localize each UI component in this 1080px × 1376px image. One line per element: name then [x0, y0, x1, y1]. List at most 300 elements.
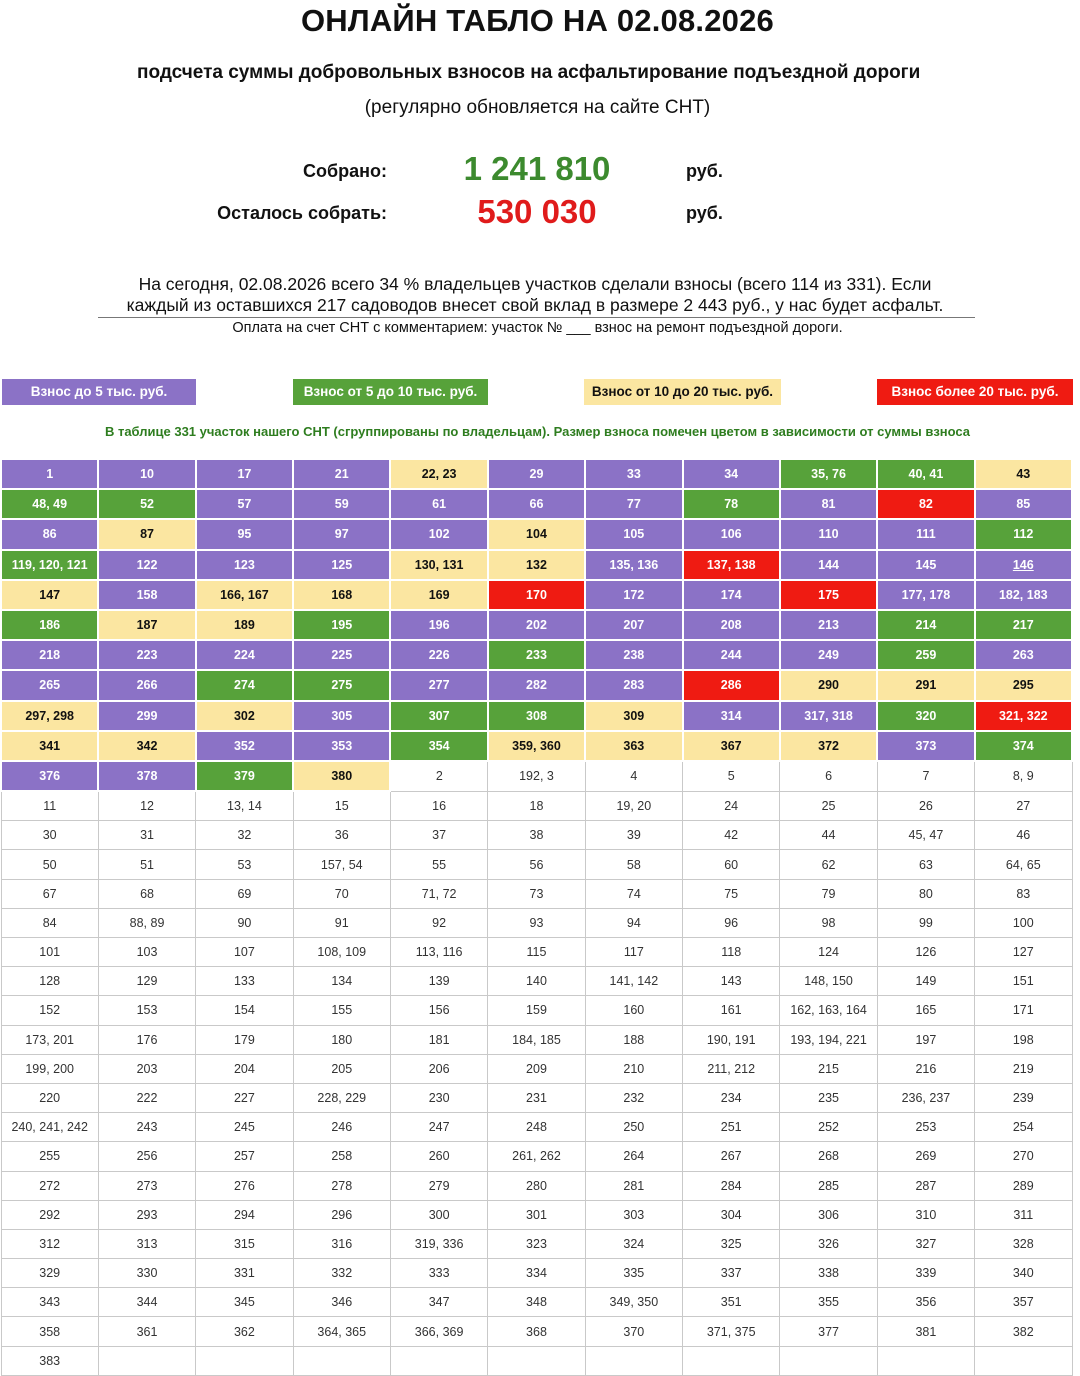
plot-cell: 239	[975, 1083, 1072, 1112]
plot-cell: 234	[683, 1083, 780, 1112]
plot-cell: 40, 41	[877, 459, 974, 489]
plot-cell: 118	[683, 938, 780, 967]
table-row	[1, 489, 1072, 519]
plot-cell: 154	[196, 996, 293, 1025]
plot-cell: 122	[98, 550, 195, 580]
plot-cell: 174	[683, 580, 780, 610]
plot-cell: 219	[975, 1054, 1072, 1083]
plot-cell: 310	[877, 1200, 974, 1229]
table-row	[1, 701, 1072, 731]
plot-cell: 199, 200	[1, 1054, 98, 1083]
plot-cell: 115	[488, 938, 585, 967]
table-row	[1, 1054, 1072, 1083]
plot-cell: 87	[98, 519, 195, 549]
collected-currency: руб.	[686, 161, 723, 181]
plot-cell: 261, 262	[488, 1142, 585, 1171]
plot-cell: 357	[975, 1288, 1072, 1317]
plot-cell: 345	[196, 1288, 293, 1317]
plot-cell: 381	[877, 1317, 974, 1346]
plot-cell: 254	[975, 1113, 1072, 1142]
plot-cell: 274	[196, 670, 293, 700]
plot-cell: 266	[98, 670, 195, 700]
plot-cell: 215	[780, 1054, 877, 1083]
plot-cell: 179	[196, 1025, 293, 1054]
plot-cell: 100	[975, 908, 1072, 937]
plot-cell: 283	[585, 670, 682, 700]
status-line-2: каждый из оставшихся 217 садоводов внесет свой вклад в размере 2 443 руб., у нас будет асфальт.	[126, 295, 944, 315]
plot-cell	[196, 1346, 293, 1375]
table-row	[1, 1229, 1072, 1258]
plot-cell: 158	[98, 580, 195, 610]
plot-cell: 82	[877, 489, 974, 519]
plot-cell	[975, 1346, 1072, 1375]
table-row	[1, 996, 1072, 1025]
table-row	[1, 761, 1072, 791]
plot-cell: 15	[293, 791, 390, 821]
plot-cell: 323	[488, 1229, 585, 1258]
table-row	[1, 1200, 1072, 1229]
table-row	[1, 580, 1072, 610]
plot-cell	[877, 1346, 974, 1375]
plot-cell: 62	[780, 850, 877, 879]
plot-cell: 18	[488, 791, 585, 821]
plot-cell: 307	[390, 701, 487, 731]
plot-cell: 32	[196, 821, 293, 850]
table-row	[1, 908, 1072, 937]
plot-cell: 143	[683, 967, 780, 996]
plot-cell: 313	[98, 1229, 195, 1258]
plot-cell: 383	[1, 1346, 98, 1375]
plot-cell: 160	[585, 996, 682, 1025]
plot-cell: 284	[683, 1171, 780, 1200]
plot-cell: 263	[975, 640, 1072, 670]
plot-cell: 235	[780, 1083, 877, 1112]
plot-cell: 269	[877, 1142, 974, 1171]
plot-cell: 133	[196, 967, 293, 996]
plot-cell: 268	[780, 1142, 877, 1171]
plot-cell: 91	[293, 908, 390, 937]
table-row	[1, 1259, 1072, 1288]
plot-cell: 236, 237	[877, 1083, 974, 1112]
plots-table	[0, 458, 1073, 1376]
table-row	[1, 459, 1072, 489]
plot-cell: 291	[877, 670, 974, 700]
plot-cell: 231	[488, 1083, 585, 1112]
page-title: ОНЛАЙН ТАБЛО НА 02.08.2026	[300, 3, 774, 38]
plot-cell: 35, 76	[780, 459, 877, 489]
plot-cell: 106	[683, 519, 780, 549]
plot-cell: 338	[780, 1259, 877, 1288]
plot-cell: 230	[390, 1083, 487, 1112]
plot-cell: 88, 89	[98, 908, 195, 937]
plot-cell: 135, 136	[585, 550, 682, 580]
plot-cell: 211, 212	[683, 1054, 780, 1083]
plot-cell: 126	[877, 938, 974, 967]
plot-cell: 19, 20	[585, 791, 682, 821]
legend-5k-10k: Взнос от 5 до 10 тыс. руб.	[293, 379, 488, 405]
table-row	[1, 640, 1072, 670]
plot-cell: 25	[780, 791, 877, 821]
plot-cell: 371, 375	[683, 1317, 780, 1346]
plot-cell: 85	[975, 489, 1072, 519]
plot-cell: 119, 120, 121	[1, 550, 98, 580]
plot-cell: 169	[390, 580, 487, 610]
collected-label: Собрано:	[303, 161, 387, 181]
plot-cell: 362	[196, 1317, 293, 1346]
plot-cell: 125	[293, 550, 390, 580]
plot-cell: 296	[293, 1200, 390, 1229]
plot-cell: 315	[196, 1229, 293, 1258]
plot-cell: 364, 365	[293, 1317, 390, 1346]
plot-cell: 113, 116	[390, 938, 487, 967]
plot-cell: 382	[975, 1317, 1072, 1346]
plot-cell: 253	[877, 1113, 974, 1142]
plot-cell: 304	[683, 1200, 780, 1229]
plot-cell: 289	[975, 1171, 1072, 1200]
plot-cell: 11	[1, 791, 98, 821]
table-row	[1, 1288, 1072, 1317]
plot-cell: 280	[488, 1171, 585, 1200]
plot-cell: 123	[196, 550, 293, 580]
plot-cell: 282	[488, 670, 585, 700]
plot-cell: 334	[488, 1259, 585, 1288]
plot-cell: 264	[585, 1142, 682, 1171]
plot-cell: 97	[293, 519, 390, 549]
plot-cell: 258	[293, 1142, 390, 1171]
plot-cell: 257	[196, 1142, 293, 1171]
plot-cell: 110	[780, 519, 877, 549]
plot-cell: 195	[293, 610, 390, 640]
plot-cell: 341	[1, 731, 98, 761]
plot-cell: 286	[683, 670, 780, 700]
plot-cell: 368	[488, 1317, 585, 1346]
plot-cell	[780, 1346, 877, 1375]
plot-cell: 33	[585, 459, 682, 489]
status-summary	[95, 274, 975, 316]
plot-cell: 292	[1, 1200, 98, 1229]
plot-cell: 347	[390, 1288, 487, 1317]
plot-cell: 168	[293, 580, 390, 610]
plot-cell: 155	[293, 996, 390, 1025]
plot-cell: 210	[585, 1054, 682, 1083]
table-row	[1, 791, 1072, 821]
plot-cell: 162, 163, 164	[780, 996, 877, 1025]
plot-cell: 171	[975, 996, 1072, 1025]
plot-cell: 55	[390, 850, 487, 879]
plot-cell: 70	[293, 879, 390, 908]
plot-cell: 321, 322	[975, 701, 1072, 731]
plot-cell: 86	[1, 519, 98, 549]
plot-cell: 244	[683, 640, 780, 670]
plot-cell	[293, 1346, 390, 1375]
plot-cell: 149	[877, 967, 974, 996]
plot-cell: 192, 3	[488, 761, 585, 791]
plot-cell: 217	[975, 610, 1072, 640]
plot-cell: 79	[780, 879, 877, 908]
plot-cell: 6	[780, 761, 877, 791]
plot-cell: 354	[390, 731, 487, 761]
plot-cell: 319, 336	[390, 1229, 487, 1258]
plot-cell: 209	[488, 1054, 585, 1083]
plot-cell: 300	[390, 1200, 487, 1229]
plot-cell: 151	[975, 967, 1072, 996]
table-row	[1, 938, 1072, 967]
plot-cell: 73	[488, 879, 585, 908]
plot-cell: 141, 142	[585, 967, 682, 996]
plot-cell: 374	[975, 731, 1072, 761]
plot-cell: 124	[780, 938, 877, 967]
plot-cell: 238	[585, 640, 682, 670]
plot-cell: 30	[1, 821, 98, 850]
plot-cell: 225	[293, 640, 390, 670]
plot-cell: 259	[877, 640, 974, 670]
plot-cell: 344	[98, 1288, 195, 1317]
plot-cell: 332	[293, 1259, 390, 1288]
plot-cell: 93	[488, 908, 585, 937]
plot-cell: 156	[390, 996, 487, 1025]
plot-cell: 13, 14	[196, 791, 293, 821]
plot-cell: 64, 65	[975, 850, 1072, 879]
plot-cell: 260	[390, 1142, 487, 1171]
plot-cell: 202	[488, 610, 585, 640]
plot-cell: 272	[1, 1171, 98, 1200]
plot-cell: 207	[585, 610, 682, 640]
plot-cell: 367	[683, 731, 780, 761]
plot-cell: 31	[98, 821, 195, 850]
plot-cell: 16	[390, 791, 487, 821]
plot-cell: 203	[98, 1054, 195, 1083]
collected-amount: 1 241 810	[463, 150, 611, 187]
plot-cell: 193, 194, 221	[780, 1025, 877, 1054]
plot-cell: 247	[390, 1113, 487, 1142]
plot-cell: 329	[1, 1259, 98, 1288]
plot-cell: 314	[683, 701, 780, 731]
plot-cell	[683, 1346, 780, 1375]
plot-cell: 226	[390, 640, 487, 670]
plot-cell: 378	[98, 761, 195, 791]
plot-cell: 177, 178	[877, 580, 974, 610]
plot-cell: 153	[98, 996, 195, 1025]
plot-cell: 276	[196, 1171, 293, 1200]
plot-cell: 81	[780, 489, 877, 519]
plot-cell: 37	[390, 821, 487, 850]
plot-cell: 267	[683, 1142, 780, 1171]
plot-cell: 251	[683, 1113, 780, 1142]
table-row	[1, 821, 1072, 850]
plot-cell: 22, 23	[390, 459, 487, 489]
plot-cell: 290	[780, 670, 877, 700]
table-row	[1, 1171, 1072, 1200]
plot-cell: 84	[1, 908, 98, 937]
plot-cell: 10	[98, 459, 195, 489]
legend-over-20k: Взнос более 20 тыс. руб.	[877, 379, 1073, 405]
plot-cell: 26	[877, 791, 974, 821]
remaining-label: Осталось собрать:	[217, 203, 387, 223]
plot-cell: 214	[877, 610, 974, 640]
plot-cell: 252	[780, 1113, 877, 1142]
plot-cell: 218	[1, 640, 98, 670]
plot-cell: 370	[585, 1317, 682, 1346]
plot-cell: 249	[780, 640, 877, 670]
plot-cell: 130, 131	[390, 550, 487, 580]
plot-cell: 80	[877, 879, 974, 908]
plot-cell: 108, 109	[293, 938, 390, 967]
plot-cell: 134	[293, 967, 390, 996]
table-row	[1, 1083, 1072, 1112]
table-row	[1, 967, 1072, 996]
plot-cell: 366, 369	[390, 1317, 487, 1346]
plot-cell: 152	[1, 996, 98, 1025]
legend-under-5k: Взнос до 5 тыс. руб.	[2, 379, 196, 405]
plot-cell: 139	[390, 967, 487, 996]
plot-cell: 380	[293, 761, 390, 791]
plot-cell: 213	[780, 610, 877, 640]
remaining-currency: руб.	[686, 203, 723, 223]
plot-cell: 248	[488, 1113, 585, 1142]
plot-cell: 146	[975, 550, 1072, 580]
status-line-1: На сегодня, 02.08.2026 всего 34 % владельцев участков сделали взносы (всего 114 из 331). Если	[138, 274, 932, 294]
plot-cell: 331	[196, 1259, 293, 1288]
plot-cell: 216	[877, 1054, 974, 1083]
plot-cell: 293	[98, 1200, 195, 1229]
plot-cell: 144	[780, 550, 877, 580]
plot-cell: 281	[585, 1171, 682, 1200]
plot-cell: 295	[975, 670, 1072, 700]
table-row	[1, 1025, 1072, 1054]
plot-cell: 90	[196, 908, 293, 937]
plot-cell: 29	[488, 459, 585, 489]
table-row	[1, 879, 1072, 908]
plot-cell: 77	[585, 489, 682, 519]
plot-cell: 69	[196, 879, 293, 908]
plot-cell: 186	[1, 610, 98, 640]
plot-cell: 104	[488, 519, 585, 549]
plot-cell: 294	[196, 1200, 293, 1229]
table-row	[1, 1142, 1072, 1171]
plot-cell: 303	[585, 1200, 682, 1229]
plot-cell: 74	[585, 879, 682, 908]
plot-cell: 302	[196, 701, 293, 731]
plot-cell: 342	[98, 731, 195, 761]
plot-cell: 161	[683, 996, 780, 1025]
plot-cell: 50	[1, 850, 98, 879]
plot-cell: 8, 9	[975, 761, 1072, 791]
plot-cell: 101	[1, 938, 98, 967]
plot-cell: 359, 360	[488, 731, 585, 761]
plot-cell: 190, 191	[683, 1025, 780, 1054]
plot-cell: 94	[585, 908, 682, 937]
plot-cell: 170	[488, 580, 585, 610]
plot-cell: 306	[780, 1200, 877, 1229]
plot-cell: 140	[488, 967, 585, 996]
plot-cell: 324	[585, 1229, 682, 1258]
plot-cell: 98	[780, 908, 877, 937]
plot-cell: 61	[390, 489, 487, 519]
plot-cell: 99	[877, 908, 974, 937]
table-row	[1, 1113, 1072, 1142]
plot-cell: 363	[585, 731, 682, 761]
plot-cell: 333	[390, 1259, 487, 1288]
plot-cell: 57	[196, 489, 293, 519]
plot-cell: 312	[1, 1229, 98, 1258]
plot-cell: 21	[293, 459, 390, 489]
table-row	[1, 519, 1072, 549]
plot-cell: 352	[196, 731, 293, 761]
plot-cell: 205	[293, 1054, 390, 1083]
plot-cell: 308	[488, 701, 585, 731]
payment-instructions: Оплата на счет СНТ с комментарием: участок № ___ взнос на ремонт подъездной дороги.	[232, 320, 843, 336]
plot-cell: 117	[585, 938, 682, 967]
plot-cell: 316	[293, 1229, 390, 1258]
plot-cell: 246	[293, 1113, 390, 1142]
plot-cell: 175	[780, 580, 877, 610]
table-row	[1, 670, 1072, 700]
plot-cell: 373	[877, 731, 974, 761]
plot-cell: 349, 350	[585, 1288, 682, 1317]
table-row	[1, 1346, 1072, 1375]
plot-cell: 297, 298	[1, 701, 98, 731]
plot-cell: 27	[975, 791, 1072, 821]
plot-cell: 107	[196, 938, 293, 967]
plot-cell: 96	[683, 908, 780, 937]
plot-cell: 71, 72	[390, 879, 487, 908]
plot-cell: 196	[390, 610, 487, 640]
plot-cell: 188	[585, 1025, 682, 1054]
plot-cell: 255	[1, 1142, 98, 1171]
plot-cell: 4	[585, 761, 682, 791]
plot-cell: 379	[196, 761, 293, 791]
plot-cell: 376	[1, 761, 98, 791]
plot-cell: 182, 183	[975, 580, 1072, 610]
plot-cell: 279	[390, 1171, 487, 1200]
plot-cell: 129	[98, 967, 195, 996]
plot-cell: 78	[683, 489, 780, 519]
plot-cell: 111	[877, 519, 974, 549]
plot-cell: 45, 47	[877, 821, 974, 850]
plot-cell: 343	[1, 1288, 98, 1317]
plot-cell: 184, 185	[488, 1025, 585, 1054]
plot-cell: 328	[975, 1229, 1072, 1258]
plot-cell: 2	[390, 761, 487, 791]
plot-cell: 355	[780, 1288, 877, 1317]
plot-cell: 103	[98, 938, 195, 967]
plot-cell: 187	[98, 610, 195, 640]
plot-cell: 189	[196, 610, 293, 640]
plot-cell: 132	[488, 550, 585, 580]
plot-cell: 198	[975, 1025, 1072, 1054]
plot-cell: 250	[585, 1113, 682, 1142]
plot-cell: 128	[1, 967, 98, 996]
plot-cell: 356	[877, 1288, 974, 1317]
plot-cell: 48, 49	[1, 489, 98, 519]
remaining-amount: 530 030	[477, 193, 597, 230]
plot-cell: 12	[98, 791, 195, 821]
plot-cell: 172	[585, 580, 682, 610]
plot-cell: 208	[683, 610, 780, 640]
plot-cell: 42	[683, 821, 780, 850]
plot-cell: 43	[975, 459, 1072, 489]
table-note: В таблице 331 участок нашего СНТ (сгруппированы по владельцам). Размер взноса помечен цветом в зависимости от суммы взноса	[104, 424, 971, 439]
plot-cell: 273	[98, 1171, 195, 1200]
plot-cell: 351	[683, 1288, 780, 1317]
plot-cell: 372	[780, 731, 877, 761]
plot-cell: 137, 138	[683, 550, 780, 580]
plot-cell: 176	[98, 1025, 195, 1054]
plot-cell: 7	[877, 761, 974, 791]
plot-cell: 337	[683, 1259, 780, 1288]
plot-cell: 275	[293, 670, 390, 700]
plot-cell: 39	[585, 821, 682, 850]
